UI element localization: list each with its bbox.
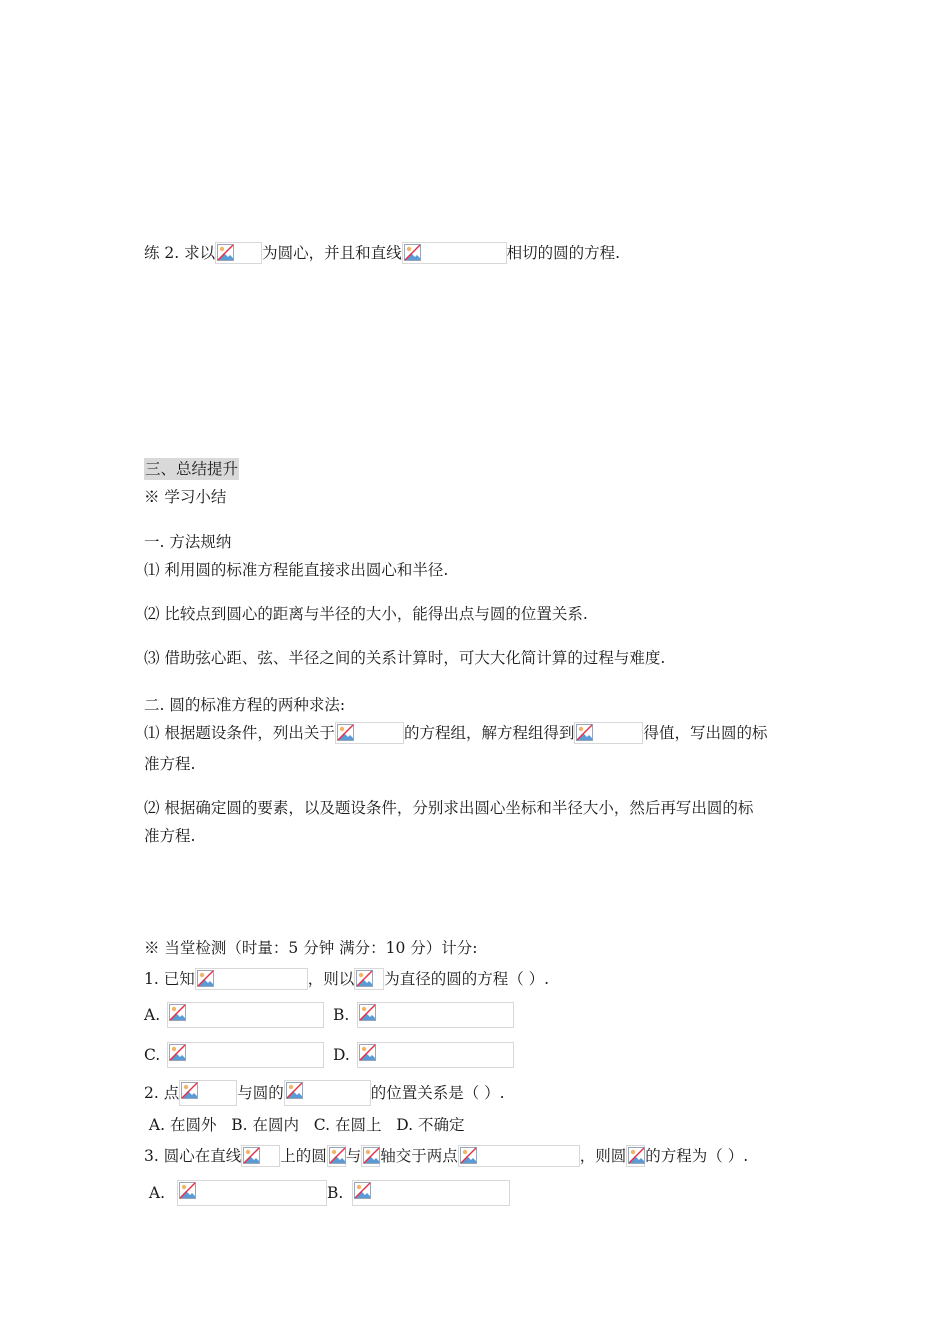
q3-a: 3. 圆心在直线 <box>144 1147 242 1165</box>
two-ways-item1-c: 得值，写出圆的标 <box>643 724 768 742</box>
broken-image-icon <box>337 724 354 741</box>
formula-image <box>574 722 643 744</box>
ex2-mid: 为圆心，并且和直线 <box>262 244 402 262</box>
methods-title-line <box>144 531 231 553</box>
subheading-line <box>144 486 226 508</box>
broken-image-icon <box>404 244 421 261</box>
methods-item-1 <box>144 559 448 581</box>
formula-image <box>361 1145 380 1167</box>
formula-image <box>402 242 507 264</box>
two-ways-item2-a: ⑵ 根据确定圆的要素，以及题设条件，分别求出圆心坐标和半径大小，然后再写出圆的标 <box>144 799 754 817</box>
broken-image-icon <box>359 1004 376 1021</box>
q2-c: 的位置关系是（ ）. <box>370 1084 505 1102</box>
q2-options <box>144 1114 464 1136</box>
two-ways-item2-b: 准方程. <box>144 827 196 845</box>
formula-image <box>167 1042 324 1068</box>
q1-b: ，则以 <box>307 970 355 988</box>
option-a-label: A. <box>144 1006 161 1024</box>
two-ways-item1-a: ⑴ 根据题设条件，列出关于 <box>144 724 335 742</box>
broken-image-icon <box>243 1147 260 1164</box>
formula-image <box>179 1080 237 1106</box>
exercise-2 <box>144 242 620 264</box>
q2-options-text: A. 在圆外 B. 在圆内 C. 在圆上 D. 不确定 <box>144 1116 465 1134</box>
quiz-question-2 <box>144 1080 505 1106</box>
methods-item-3 <box>144 647 665 669</box>
ex2-suffix: 相切的圆的方程. <box>506 244 621 262</box>
q1-options-cd <box>144 1042 514 1068</box>
formula-image <box>241 1145 280 1167</box>
q3-options-ab <box>144 1180 510 1206</box>
quiz-question-1 <box>144 968 549 990</box>
q3-f: 的方程为（ ）. <box>645 1147 749 1165</box>
q2-b: 与圆的 <box>237 1084 284 1102</box>
formula-image <box>195 968 308 990</box>
q3-e: ，则圆 <box>579 1147 627 1165</box>
broken-image-icon <box>169 1044 186 1061</box>
q3-option-a-label: A. <box>144 1184 166 1202</box>
q3-d: 轴交于两点 <box>380 1147 458 1165</box>
formula-image <box>626 1145 645 1167</box>
methods-title: 一. 方法规纳 <box>144 533 232 551</box>
methods-item-text: ⑴ 利用圆的标准方程能直接求出圆心和半径. <box>144 561 449 579</box>
broken-image-icon <box>628 1147 645 1164</box>
formula-image <box>335 722 404 744</box>
methods-item-text: ⑶ 借助弦心距、弦、半径之间的关系计算时，可大大化简计算的过程与难度. <box>144 649 666 667</box>
formula-image <box>215 242 262 264</box>
broken-image-icon <box>359 1044 376 1061</box>
broken-image-icon <box>329 1147 346 1164</box>
formula-image <box>352 1180 510 1206</box>
broken-image-icon <box>179 1182 196 1199</box>
formula-image <box>458 1145 580 1167</box>
broken-image-icon <box>363 1147 380 1164</box>
quiz-heading: ※ 当堂检测（时量：5 分钟 满分：10 分）计分: <box>144 939 478 957</box>
methods-item-2 <box>144 603 588 625</box>
q3-option-b-label: B. <box>327 1184 344 1202</box>
formula-image <box>327 1145 346 1167</box>
two-ways-item-1-cont <box>144 753 195 775</box>
formula-image <box>284 1080 371 1106</box>
formula-image <box>167 1002 324 1028</box>
q3-b: 上的圆 <box>280 1147 327 1165</box>
formula-image <box>357 1002 514 1028</box>
formula-image <box>354 968 384 990</box>
q2-a: 2. 点 <box>144 1084 180 1102</box>
broken-image-icon <box>217 244 234 261</box>
formula-image <box>177 1180 327 1206</box>
broken-image-icon <box>354 1182 371 1199</box>
quiz-question-3 <box>144 1145 748 1167</box>
q1-a: 1. 已知 <box>144 970 195 988</box>
broken-image-icon <box>169 1004 186 1021</box>
q3-c: 与 <box>345 1147 362 1165</box>
quiz-heading-line <box>144 937 478 959</box>
two-ways-item1-b: 的方程组，解方程组得到 <box>403 724 575 742</box>
broken-image-icon <box>356 970 373 987</box>
broken-image-icon <box>286 1082 303 1099</box>
formula-image <box>357 1042 514 1068</box>
section-3-heading: 三、总结提升 <box>145 460 239 478</box>
section-heading <box>144 458 239 480</box>
study-summary-heading: ※ 学习小结 <box>144 488 227 506</box>
broken-image-icon <box>460 1147 477 1164</box>
broken-image-icon <box>181 1082 198 1099</box>
option-b-label: B. <box>333 1006 350 1024</box>
two-ways-item-1 <box>144 722 767 744</box>
q1-c: 为直径的圆的方程（ ）. <box>384 970 550 988</box>
two-ways-item1-d: 准方程. <box>144 755 196 773</box>
q1-options-ab <box>144 1002 514 1028</box>
broken-image-icon <box>576 724 593 741</box>
ex2-prefix: 练 2. 求以 <box>144 244 216 262</box>
two-ways-title: 二. 圆的标准方程的两种求法: <box>144 696 346 714</box>
broken-image-icon <box>197 970 214 987</box>
two-ways-item-2-cont <box>144 825 195 847</box>
two-ways-item-2 <box>144 797 753 819</box>
option-d-label: D. <box>333 1046 350 1064</box>
option-c-label: C. <box>144 1046 161 1064</box>
methods-item-text: ⑵ 比较点到圆心的距离与半径的大小，能得出点与圆的位置关系. <box>144 605 588 623</box>
two-ways-title-line <box>144 694 345 716</box>
